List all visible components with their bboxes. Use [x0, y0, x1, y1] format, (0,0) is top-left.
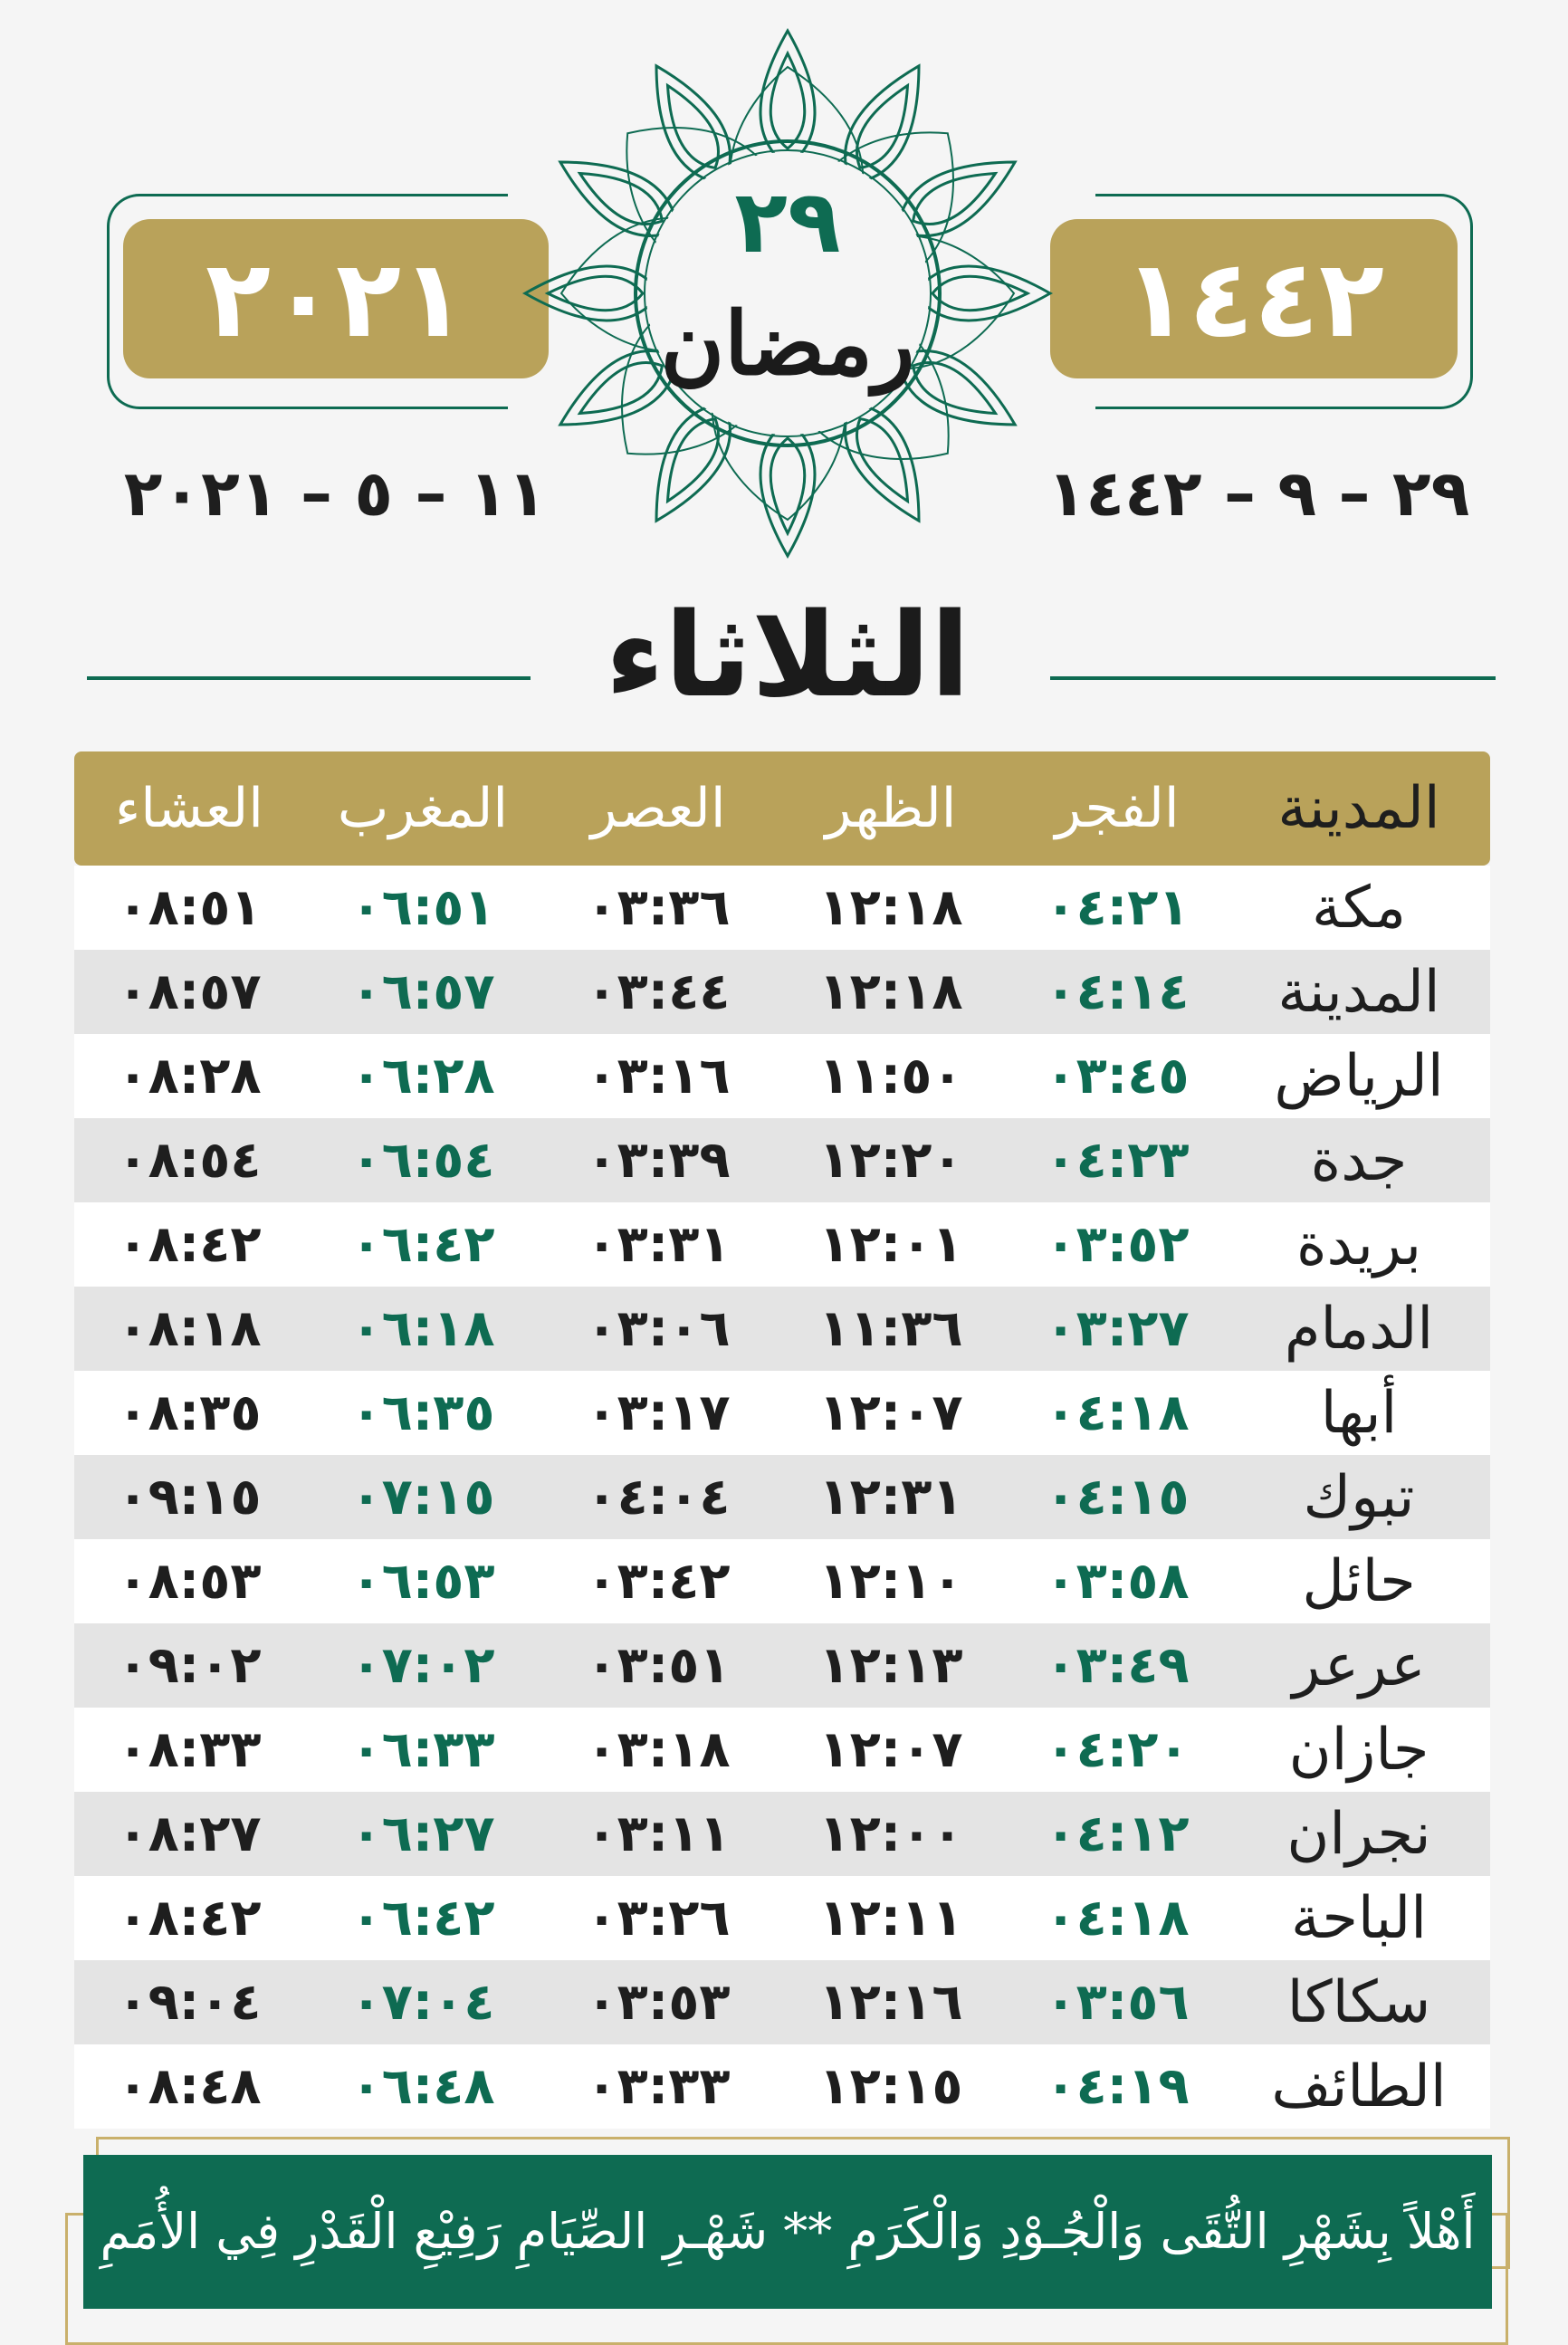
cell-asr: ٠٣:٣١ — [586, 1215, 731, 1274]
cell-isha: ٠٨:٣٥ — [117, 1383, 262, 1442]
table-row — [74, 2044, 1490, 2129]
cell-asr: ٠٣:٣٣ — [586, 2057, 731, 2116]
cell-city: الرياض — [1274, 1042, 1444, 1110]
cell-maghrib: ٠٦:١٨ — [350, 1299, 495, 1358]
hijri-date: ٢٩ – ٩ – ١٤٤٢ — [1047, 456, 1470, 531]
cell-dhuhr: ١٢:١٨ — [818, 878, 963, 937]
cell-maghrib: ٠٦:٣٥ — [350, 1383, 495, 1442]
cell-asr: ٠٣:١٨ — [586, 1720, 731, 1779]
cell-asr: ٠٣:٣٩ — [586, 1131, 731, 1190]
cell-maghrib: ٠٧:١٥ — [350, 1468, 495, 1527]
cell-fajr: ٠٤:١٥ — [1045, 1468, 1190, 1527]
weekday-title: الثلاثاء — [605, 589, 970, 723]
cell-maghrib: ٠٧:٠٢ — [350, 1636, 495, 1695]
cell-fajr: ٠٣:٥٦ — [1045, 1973, 1190, 2032]
prayer-times-table — [74, 751, 1490, 2129]
cell-isha: ٠٨:٥٧ — [117, 962, 262, 1021]
table-row — [74, 1287, 1490, 1371]
cell-fajr: ٠٤:٢١ — [1045, 878, 1190, 937]
cell-asr: ٠٣:٠٦ — [586, 1299, 731, 1358]
month-name: رمضان — [660, 292, 915, 395]
table-row — [74, 1708, 1490, 1792]
cell-maghrib: ٠٧:٠٤ — [350, 1973, 495, 2032]
cell-dhuhr: ١١:٥٠ — [818, 1047, 963, 1106]
cell-maghrib: ٠٦:٢٧ — [350, 1804, 495, 1863]
cell-fajr: ٠٤:١٨ — [1045, 1383, 1190, 1442]
table-row — [74, 1034, 1490, 1118]
cell-isha: ٠٨:٢٧ — [117, 1804, 262, 1863]
cell-fajr: ٠٣:٥٨ — [1045, 1552, 1190, 1611]
cell-isha: ٠٨:٥٣ — [117, 1552, 262, 1611]
cell-isha: ٠٨:٤٢ — [117, 1889, 262, 1948]
cell-dhuhr: ١٢:٠٠ — [818, 1804, 963, 1863]
cell-city: الطائف — [1271, 2053, 1447, 2120]
cell-asr: ٠٣:١٧ — [586, 1383, 731, 1442]
cell-isha: ٠٨:٢٨ — [117, 1047, 262, 1106]
cell-isha: ٠٨:٥٤ — [117, 1131, 262, 1190]
table-row — [74, 1118, 1490, 1202]
cell-maghrib: ٠٦:٤٢ — [350, 1889, 495, 1948]
cell-city: جدة — [1310, 1126, 1408, 1194]
cell-dhuhr: ١٢:١٠ — [818, 1552, 963, 1611]
cell-fajr: ٠٣:٤٩ — [1045, 1636, 1190, 1695]
cell-dhuhr: ١٢:١١ — [818, 1889, 963, 1948]
cell-city: حائل — [1302, 1547, 1416, 1615]
header-maghrib: المغرب — [337, 777, 509, 840]
cell-dhuhr: ١٢:٠٧ — [818, 1383, 963, 1442]
cell-dhuhr: ١٢:١٥ — [818, 2057, 963, 2116]
cell-asr: ٠٣:٥١ — [586, 1636, 731, 1695]
cell-city: نجران — [1286, 1800, 1431, 1868]
table-body — [74, 866, 1490, 2129]
divider-right — [1050, 676, 1496, 680]
cell-fajr: ٠٤:١٢ — [1045, 1804, 1190, 1863]
cell-city: المدينة — [1277, 958, 1440, 1026]
day-number: ٢٩ — [734, 171, 841, 273]
table-header — [74, 751, 1490, 866]
table-row — [74, 1371, 1490, 1455]
cell-isha: ٠٨:٣٣ — [117, 1720, 262, 1779]
cell-city: بريدة — [1296, 1211, 1422, 1278]
cell-fajr: ٠٤:٢٣ — [1045, 1131, 1190, 1190]
table-row — [74, 1202, 1490, 1287]
cell-asr: ٠٣:٢٦ — [586, 1889, 731, 1948]
cell-isha: ٠٨:٥١ — [117, 878, 262, 937]
cell-isha: ٠٨:٤٢ — [117, 1215, 262, 1274]
cell-fajr: ٠٤:١٩ — [1045, 2057, 1190, 2116]
cell-maghrib: ٠٦:٥١ — [350, 878, 495, 937]
cell-fajr: ٠٣:٢٧ — [1045, 1299, 1190, 1358]
header-fajr: الفجر — [1055, 777, 1180, 840]
header-isha: العشاء — [115, 777, 263, 840]
table-row — [74, 950, 1490, 1034]
header-dhuhr: الظهر — [825, 777, 957, 840]
cell-city: الباحة — [1291, 1884, 1427, 1952]
hijri-year-banner: ١٤٤٢ — [1050, 219, 1458, 378]
cell-fajr: ٠٣:٥٢ — [1045, 1215, 1190, 1274]
cell-isha: ٠٩:٠٢ — [117, 1636, 262, 1695]
table-row — [74, 1539, 1490, 1623]
cell-maghrib: ٠٦:٣٣ — [350, 1720, 495, 1779]
cell-fajr: ٠٤:١٤ — [1045, 962, 1190, 1021]
cell-isha: ٠٨:٤٨ — [117, 2057, 262, 2116]
cell-dhuhr: ١١:٣٦ — [818, 1299, 963, 1358]
table-row — [74, 1876, 1490, 1960]
table-row — [74, 1623, 1490, 1708]
cell-asr: ٠٣:٣٦ — [586, 878, 731, 937]
cell-asr: ٠٣:١٦ — [586, 1047, 731, 1106]
cell-city: عرعر — [1292, 1632, 1426, 1699]
cell-isha: ٠٩:٠٤ — [117, 1973, 262, 2032]
cell-asr: ٠٣:٤٢ — [586, 1552, 731, 1611]
table-row — [74, 1792, 1490, 1876]
cell-maghrib: ٠٦:٤٢ — [350, 1215, 495, 1274]
table-row — [74, 1455, 1490, 1539]
table-row — [74, 1960, 1490, 2044]
table-row — [74, 866, 1490, 950]
footer-poem: أَهْلاً بِشَهْرِ التُّقَى وَالْجُـوْدِ وَالْكَرَمِ ** شَهْـرِ الصِّيَامِ رَفِيْعِ الْقَدْرِ فِي الأُمَمِ — [83, 2155, 1492, 2309]
cell-dhuhr: ١٢:١٣ — [818, 1636, 963, 1695]
cell-city: مكة — [1312, 874, 1406, 942]
cell-maghrib: ٠٦:٢٨ — [350, 1047, 495, 1106]
cell-dhuhr: ١٢:٣١ — [818, 1468, 963, 1527]
cell-isha: ٠٩:١٥ — [117, 1468, 262, 1527]
cell-asr: ٠٣:٥٣ — [586, 1973, 731, 2032]
cell-asr: ٠٣:١١ — [586, 1804, 731, 1863]
divider-left — [87, 676, 531, 680]
cell-maghrib: ٠٦:٥٧ — [350, 962, 495, 1021]
cell-city: جازان — [1288, 1716, 1429, 1784]
cell-asr: ٠٣:٤٤ — [586, 962, 731, 1021]
cell-city: أبها — [1320, 1379, 1398, 1447]
cell-city: سكاكا — [1286, 1968, 1431, 2036]
cell-dhuhr: ١٢:٠٧ — [818, 1720, 963, 1779]
cell-dhuhr: ١٢:١٨ — [818, 962, 963, 1021]
cell-fajr: ٠٤:١٨ — [1045, 1889, 1190, 1948]
header-city: المدينة — [1277, 775, 1440, 842]
cell-isha: ٠٨:١٨ — [117, 1299, 262, 1358]
cell-maghrib: ٠٦:٤٨ — [350, 2057, 495, 2116]
cell-asr: ٠٤:٠٤ — [586, 1468, 731, 1527]
cell-maghrib: ٠٦:٥٤ — [350, 1131, 495, 1190]
gregorian-year-banner: ٢٠٢١ — [123, 219, 549, 378]
cell-city: الدمام — [1284, 1295, 1434, 1363]
cell-maghrib: ٠٦:٥٣ — [350, 1552, 495, 1611]
header-asr: العصر — [590, 777, 726, 840]
cell-city: تبوك — [1303, 1463, 1415, 1531]
gregorian-date: ١١ – ٥ – ٢٠٢١ — [123, 456, 547, 531]
cell-dhuhr: ١٢:٠١ — [818, 1215, 963, 1274]
cell-dhuhr: ١٢:١٦ — [818, 1973, 963, 2032]
cell-fajr: ٠٣:٤٥ — [1045, 1047, 1190, 1106]
cell-dhuhr: ١٢:٢٠ — [818, 1131, 963, 1190]
cell-fajr: ٠٤:٢٠ — [1045, 1720, 1190, 1779]
